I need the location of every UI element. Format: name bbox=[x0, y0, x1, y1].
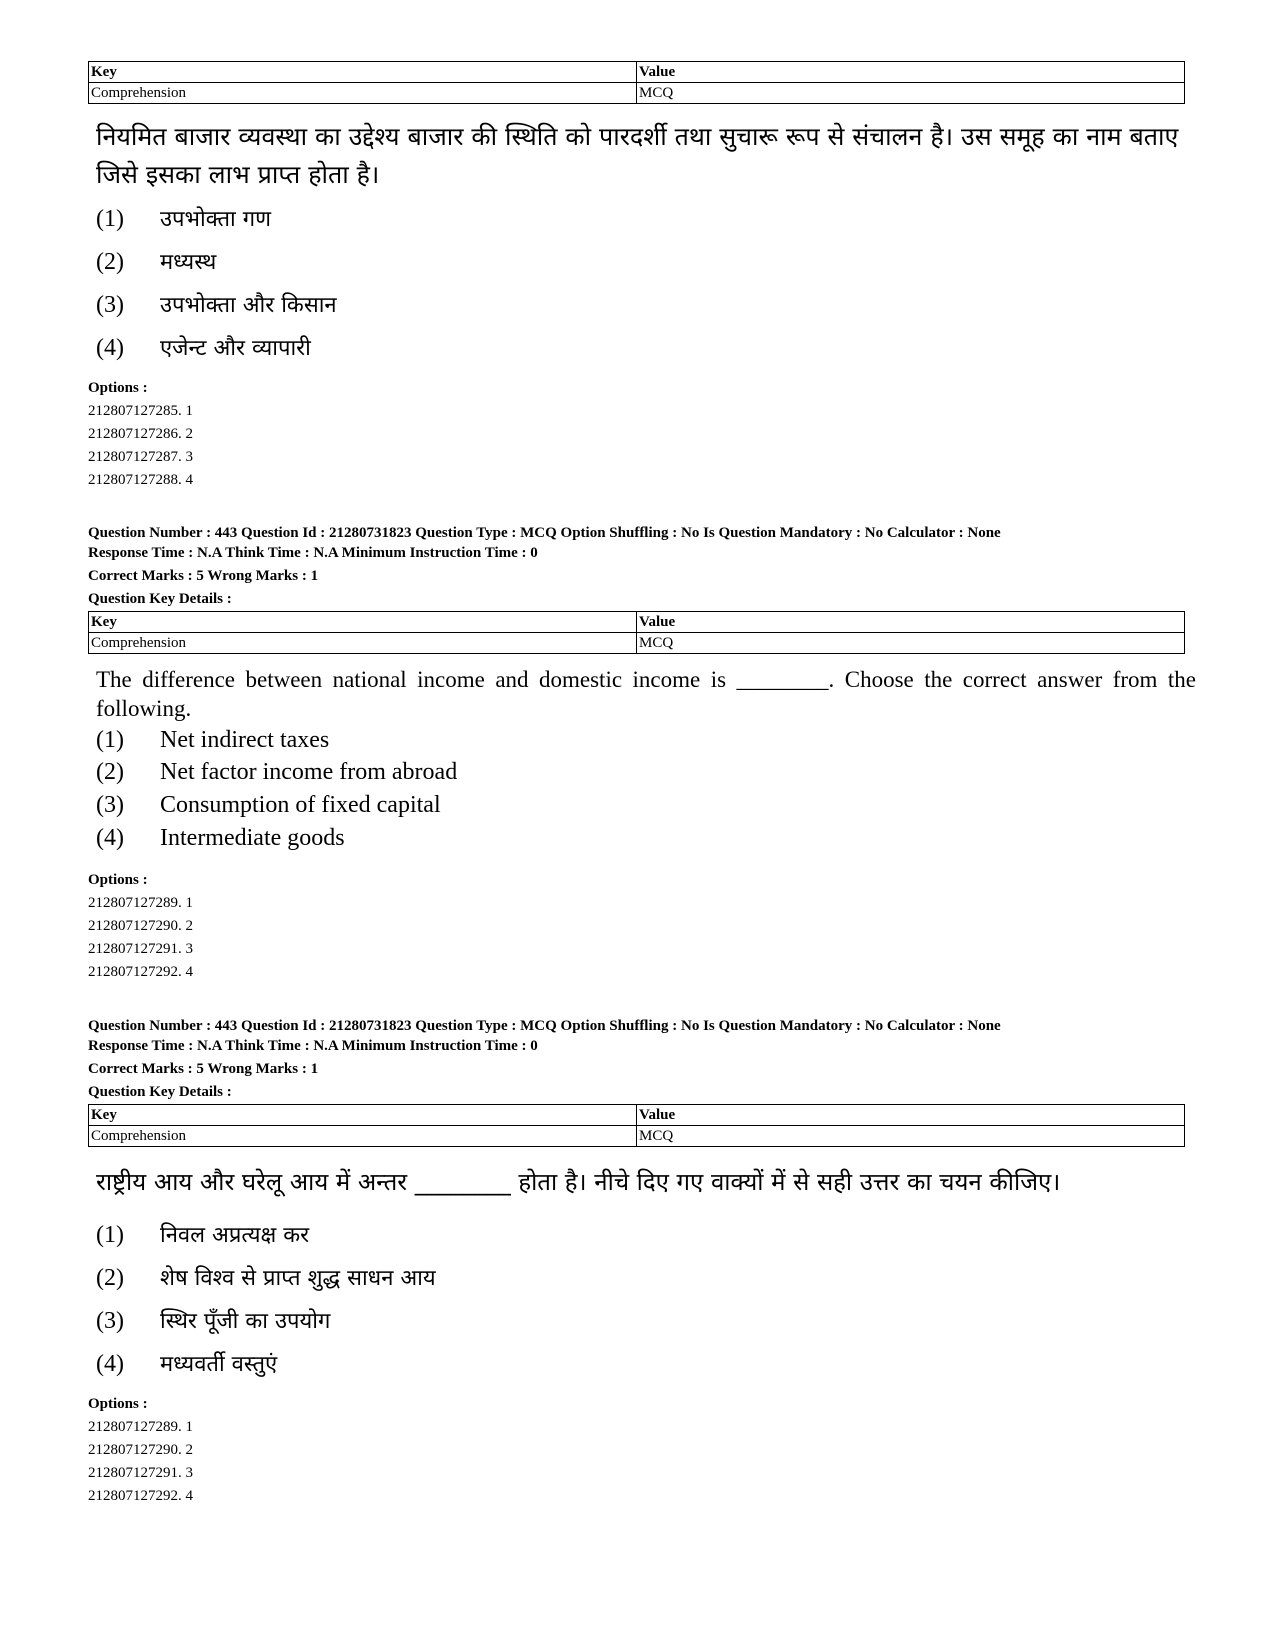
option-id: 212807127286. 2 bbox=[88, 426, 193, 442]
choice-3 bbox=[96, 792, 441, 819]
option-id: 212807127290. 2 bbox=[88, 918, 193, 934]
choice-4 bbox=[96, 332, 311, 362]
value-cell: MCQ bbox=[637, 1126, 1185, 1147]
key-details-label: Question Key Details : bbox=[88, 591, 232, 607]
option-id: 212807127289. 1 bbox=[88, 895, 193, 911]
marks-line: Correct Marks : 5 Wrong Marks : 1 bbox=[88, 568, 319, 584]
question-key-table bbox=[88, 1104, 1185, 1147]
choice-text: स्थिर पूँजी का उपयोग bbox=[160, 1309, 331, 1334]
question-meta-line-1: Question Number : 443 Question Id : 21280731823 Question Type : MCQ Option Shuffling : No Is Question Mandatory : No Calculator : None bbox=[88, 525, 1001, 541]
option-id: 212807127289. 1 bbox=[88, 1419, 193, 1435]
choice-number: (4) bbox=[96, 335, 124, 361]
key-cell: Comprehension bbox=[89, 83, 637, 104]
question-key-table bbox=[88, 611, 1185, 654]
choice-2 bbox=[96, 1262, 436, 1292]
options-label: Options : bbox=[88, 1396, 148, 1412]
choice-number: (3) bbox=[96, 292, 124, 318]
question-meta-line-2: Response Time : N.A Think Time : N.A Minimum Instruction Time : 0 bbox=[88, 1038, 538, 1054]
choice-number: (1) bbox=[96, 206, 124, 232]
choice-number: (2) bbox=[96, 1265, 124, 1291]
option-id: 212807127291. 3 bbox=[88, 1465, 193, 1481]
option-id: 212807127291. 3 bbox=[88, 941, 193, 957]
choice-number: (3) bbox=[96, 792, 124, 818]
value-cell: MCQ bbox=[637, 633, 1185, 654]
question-text: The difference between national income and domestic income is ________. Choose the correct answer from the following. bbox=[96, 667, 1196, 721]
choice-2 bbox=[96, 759, 457, 786]
key-header: Key bbox=[89, 62, 637, 83]
choice-text: Intermediate goods bbox=[160, 825, 345, 851]
choice-text: निवल अप्रत्यक्ष कर bbox=[160, 1223, 310, 1248]
choice-1 bbox=[96, 203, 271, 233]
option-id: 212807127290. 2 bbox=[88, 1442, 193, 1458]
choice-text: एजेन्ट और व्यापारी bbox=[160, 336, 311, 361]
option-id: 212807127288. 4 bbox=[88, 472, 193, 488]
choice-text: उपभोक्ता और किसान bbox=[160, 293, 337, 318]
key-details-label: Question Key Details : bbox=[88, 1084, 232, 1100]
question-meta-line-2: Response Time : N.A Think Time : N.A Minimum Instruction Time : 0 bbox=[88, 545, 538, 561]
question-key-table bbox=[88, 61, 1185, 104]
value-header: Value bbox=[637, 62, 1185, 83]
choice-number: (2) bbox=[96, 759, 124, 785]
option-id: 212807127292. 4 bbox=[88, 1488, 193, 1504]
choice-text: Net factor income from abroad bbox=[160, 759, 458, 785]
marks-line: Correct Marks : 5 Wrong Marks : 1 bbox=[88, 1061, 319, 1077]
choice-text: मध्यस्थ bbox=[160, 250, 217, 275]
choice-number: (1) bbox=[96, 727, 124, 753]
options-label: Options : bbox=[88, 872, 148, 888]
question-text: राष्ट्रीय आय और घरेलू आय में अन्तर ________ होता है। नीचे दिए गए वाक्यों में से सही उत्तर का चयन कीजिए। bbox=[96, 1168, 1061, 1196]
choice-number: (4) bbox=[96, 825, 124, 851]
option-id: 212807127287. 3 bbox=[88, 449, 193, 465]
choice-number: (1) bbox=[96, 1222, 124, 1248]
key-cell: Comprehension bbox=[89, 633, 637, 654]
choice-4 bbox=[96, 825, 345, 852]
question-text: नियमित बाजार व्यवस्था का उद्देश्य बाजार की स्थिति को पारदर्शी तथा सुचारू रूप से संचालन है। उस समूह का नाम बताए जिसे इसका लाभ प्राप्त होता है। bbox=[96, 122, 1179, 189]
choice-number: (3) bbox=[96, 1308, 124, 1334]
key-header: Key bbox=[89, 1105, 637, 1126]
choice-text: Net indirect taxes bbox=[160, 727, 330, 753]
choice-text: मध्यवर्ती वस्तुएं bbox=[160, 1352, 278, 1377]
value-header: Value bbox=[637, 1105, 1185, 1126]
choice-text: उपभोक्ता गण bbox=[160, 207, 272, 232]
question-meta-line-1: Question Number : 443 Question Id : 21280731823 Question Type : MCQ Option Shuffling : No Is Question Mandatory : No Calculator : None bbox=[88, 1018, 1001, 1034]
choice-number: (4) bbox=[96, 1351, 124, 1377]
choice-4 bbox=[96, 1348, 277, 1378]
option-id: 212807127292. 4 bbox=[88, 964, 193, 980]
choice-3 bbox=[96, 289, 337, 319]
key-cell: Comprehension bbox=[89, 1126, 637, 1147]
value-header: Value bbox=[637, 612, 1185, 633]
choice-2 bbox=[96, 246, 216, 276]
option-id: 212807127285. 1 bbox=[88, 403, 193, 419]
choice-number: (2) bbox=[96, 249, 124, 275]
choice-text: Consumption of fixed capital bbox=[160, 792, 441, 818]
choice-1 bbox=[96, 1219, 309, 1249]
choice-text: शेष विश्व से प्राप्त शुद्ध साधन आय bbox=[160, 1266, 436, 1291]
choice-3 bbox=[96, 1305, 330, 1335]
choice-1 bbox=[96, 727, 329, 754]
options-label: Options : bbox=[88, 380, 148, 396]
value-cell: MCQ bbox=[637, 83, 1185, 104]
key-header: Key bbox=[89, 612, 637, 633]
